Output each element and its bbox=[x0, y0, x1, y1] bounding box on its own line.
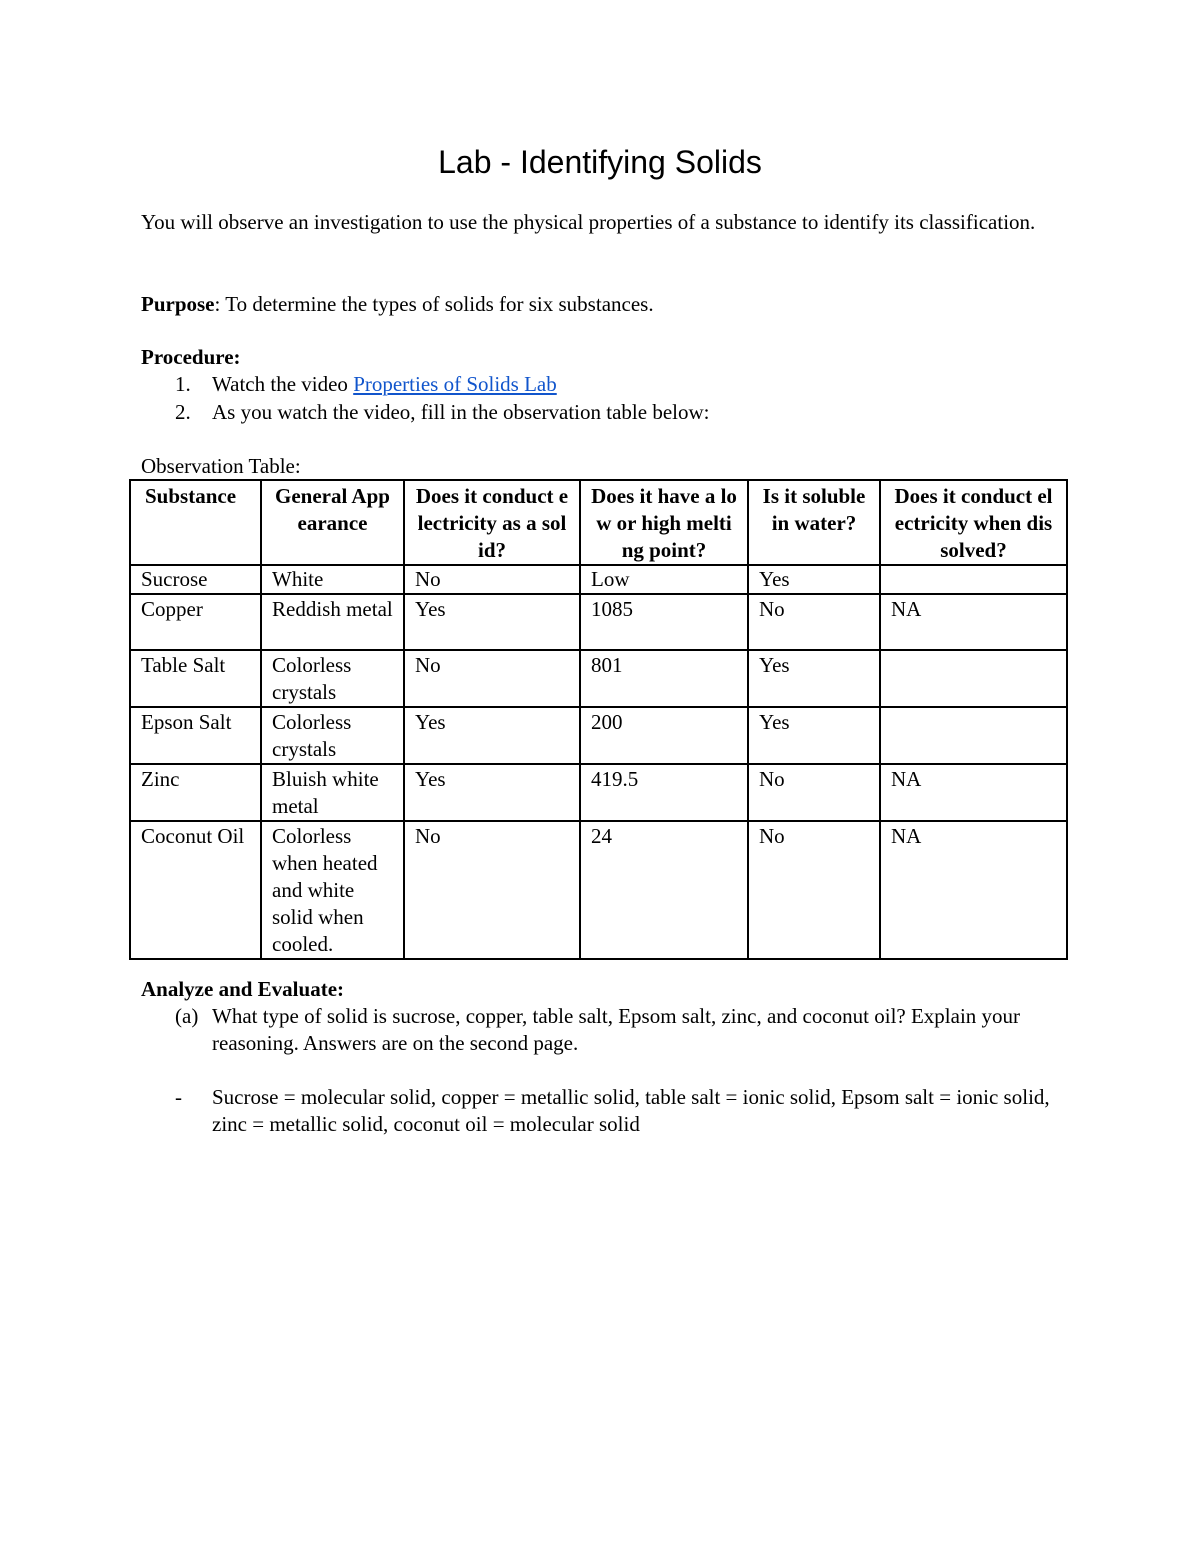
procedure-step bbox=[141, 371, 709, 399]
table-cell: 419.5 bbox=[580, 764, 748, 821]
table-cell: Yes bbox=[748, 650, 880, 707]
table-cell: Yes bbox=[404, 594, 580, 650]
step-text: As you watch the video, fill in the observation table below: bbox=[212, 400, 710, 424]
table-cell bbox=[880, 565, 1067, 594]
table-cell: NA bbox=[880, 764, 1067, 821]
table-row bbox=[130, 764, 1067, 821]
purpose-text: : To determine the types of solids for six substances. bbox=[214, 292, 654, 316]
purpose-label: Purpose bbox=[141, 292, 215, 316]
table-cell: No bbox=[748, 764, 880, 821]
step-number: 1. bbox=[175, 372, 191, 396]
step-text: Watch the video bbox=[212, 372, 354, 396]
page-title: Lab - Identifying Solids bbox=[438, 144, 762, 180]
table-cell: Yes bbox=[404, 707, 580, 764]
column-header: Is it soluble in water? bbox=[748, 480, 880, 565]
table-cell: Sucrose bbox=[130, 565, 261, 594]
table-cell: Table Salt bbox=[130, 650, 261, 707]
table-row bbox=[130, 650, 1067, 707]
table-row bbox=[130, 594, 1067, 650]
table-cell: No bbox=[404, 650, 580, 707]
observation-table bbox=[129, 479, 1068, 960]
table-cell: White bbox=[261, 565, 404, 594]
table-cell: No bbox=[404, 565, 580, 594]
column-header: Does it conduct electricity as a solid? bbox=[404, 480, 580, 565]
purpose-paragraph bbox=[141, 291, 1041, 318]
column-header: Substance bbox=[130, 480, 261, 565]
table-cell: Copper bbox=[130, 594, 261, 650]
table-cell: 200 bbox=[580, 707, 748, 764]
analyze-heading: Analyze and Evaluate: bbox=[141, 977, 345, 1001]
table-row bbox=[130, 821, 1067, 959]
column-header: Does it conduct electricity when dissolved? bbox=[880, 480, 1067, 565]
column-header: General Appearance bbox=[261, 480, 404, 565]
table-cell bbox=[880, 650, 1067, 707]
table-cell: Colorless when heated and white solid when cooled. bbox=[261, 821, 404, 959]
table-cell bbox=[880, 707, 1067, 764]
answer-marker: - bbox=[175, 1085, 182, 1109]
table-cell: NA bbox=[880, 821, 1067, 959]
table-header-row bbox=[130, 480, 1067, 565]
question-text: What type of solid is sucrose, copper, table salt, Epsom salt, zinc, and coconut oil? Explain your reasoning. Answers are on the second page. bbox=[212, 1004, 1021, 1055]
table-cell: Yes bbox=[404, 764, 580, 821]
table-cell: No bbox=[404, 821, 580, 959]
table-cell: No bbox=[748, 594, 880, 650]
table-cell: Bluish white metal bbox=[261, 764, 404, 821]
table-cell: 1085 bbox=[580, 594, 748, 650]
step-number: 2. bbox=[175, 400, 191, 424]
table-cell: Low bbox=[580, 565, 748, 594]
table-cell: 24 bbox=[580, 821, 748, 959]
table-cell: Coconut Oil bbox=[130, 821, 261, 959]
observation-table-caption: Observation Table: bbox=[141, 454, 301, 478]
table-cell: Yes bbox=[748, 565, 880, 594]
procedure-heading: Procedure: bbox=[141, 345, 241, 369]
table-cell: Zinc bbox=[130, 764, 261, 821]
table-cell: Epson Salt bbox=[130, 707, 261, 764]
procedure-step bbox=[141, 399, 709, 427]
table-cell: Yes bbox=[748, 707, 880, 764]
procedure-steps bbox=[141, 371, 709, 427]
answer-text: Sucrose = molecular solid, copper = metallic solid, table salt = ionic solid, Epsom salt = ionic solid, zinc = metallic solid, coconut oil = molecular solid bbox=[212, 1085, 1050, 1136]
question-label: (a) bbox=[175, 1004, 199, 1028]
intro-paragraph: You will observe an investigation to use the physical properties of a substance to identify its classification. bbox=[141, 210, 1036, 234]
table-cell: Reddish metal bbox=[261, 594, 404, 650]
table-row bbox=[130, 707, 1067, 764]
table-row bbox=[130, 565, 1067, 594]
table-cell: No bbox=[748, 821, 880, 959]
table-cell: NA bbox=[880, 594, 1067, 650]
column-header: Does it have a low or high melting point? bbox=[580, 480, 748, 565]
table-cell: Colorless crystals bbox=[261, 650, 404, 707]
table-cell: Colorless crystals bbox=[261, 707, 404, 764]
table-cell: 801 bbox=[580, 650, 748, 707]
video-link[interactable]: Properties of Solids Lab bbox=[353, 372, 557, 396]
